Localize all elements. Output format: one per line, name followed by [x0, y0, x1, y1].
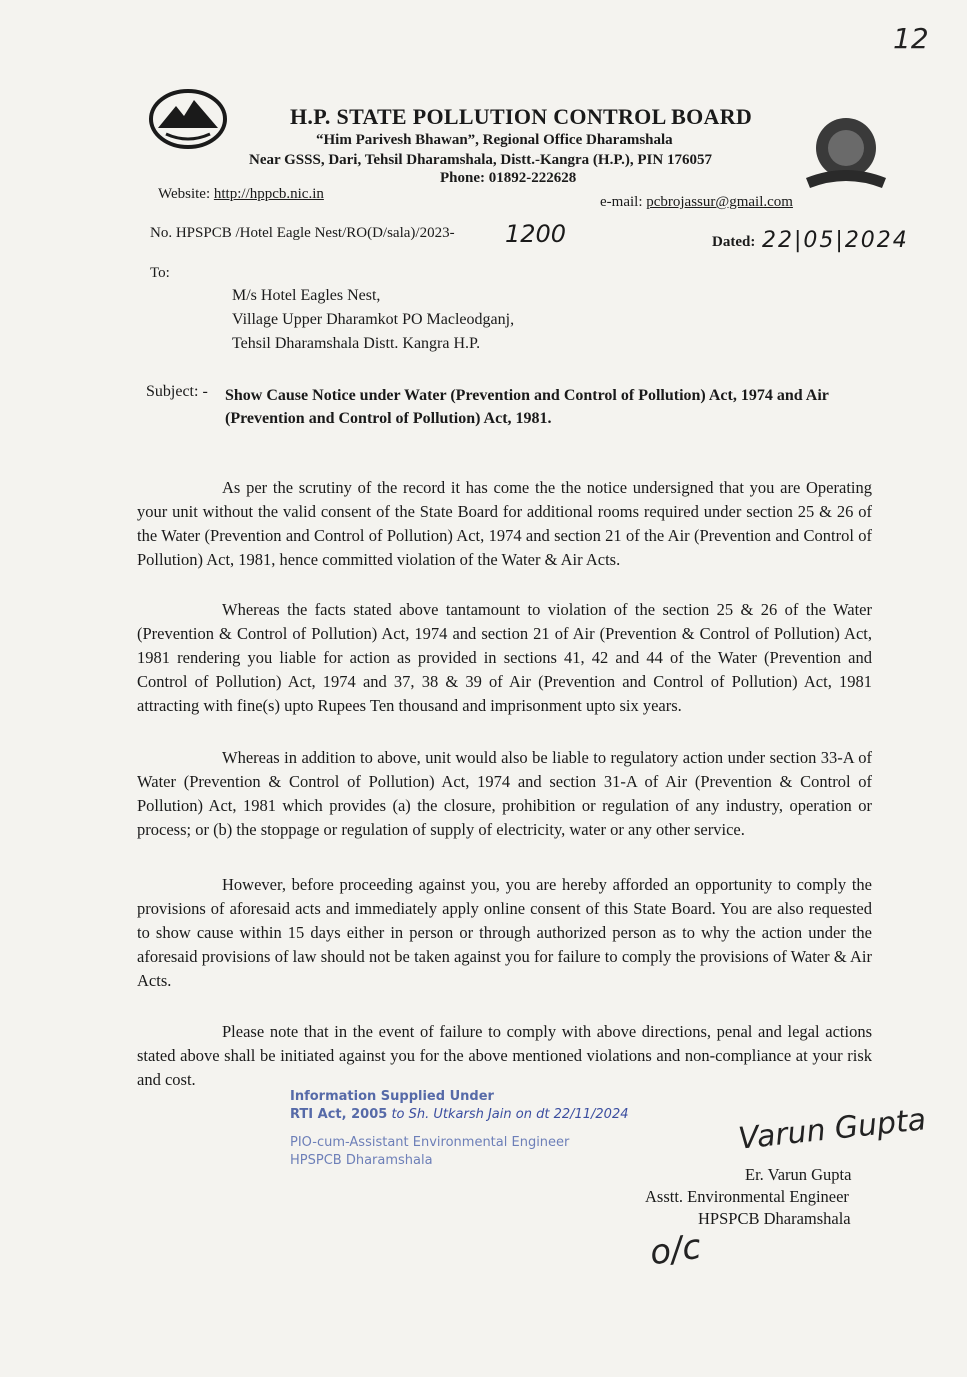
address-line-2: Near GSSS, Dari, Tehsil Dharamshala, Distt.-Kangra (H.P.), PIN 176057: [249, 152, 712, 168]
signatory-name: Er. Varun Gupta: [745, 1165, 852, 1184]
body-paragraph: Whereas the facts stated above tantamount to violation of the section 25 & 26 of the Water (Prevention & Control of Pollution) Act, 1974 and section 21 of Air (Prevention & Control of Pollution) Act, 1981 rendering you liable for action as provided in sections 41, 42 and 44 of the Water (Prevention and Control of Pollution) Act, 1974 and 37, 38 & 39 of Air (Prevention and Control of Pollution) Act, 1981 attracting with fine(s) upto Rupees Ten thousand and imprisonment upto six years.: [137, 600, 872, 715]
recipient-line: M/s Hotel Eagles Nest,: [232, 287, 381, 304]
email-link[interactable]: pcbrojassur@gmail.com: [646, 194, 793, 210]
website-link[interactable]: http://hppcb.nic.in: [213, 186, 324, 202]
stamp-line-4: HPSPCB Dharamshala: [290, 1153, 433, 1168]
body-paragraph: Please note that in the event of failure to comply with above directions, penal and legal actions stated above shall be initiated against you for the above mentioned violations and non-compliance at your risk and cost.: [137, 1022, 872, 1089]
handwritten-signature: Varun Gupta: [736, 1102, 928, 1157]
subject-text: Show Cause Notice under Water (Prevention and Control of Pollution) Act, 1974 and Air (Prevention and Control of Pollution) Act, 1981.: [225, 387, 829, 427]
page-number-mark: 12: [893, 22, 929, 55]
rti-stamp: [290, 1088, 629, 1170]
initial-mark: o/c: [647, 1226, 704, 1274]
reference-number: No. HPSPCB /Hotel Eagle Nest/RO(D/sala)/2023-: [150, 225, 455, 241]
recipient-line: Tehsil Dharamshala Distt. Kangra H.P.: [232, 335, 481, 352]
address-line-1: “Him Parivesh Bhawan”, Regional Office Dharamshala: [316, 132, 673, 148]
stamp-line-1: Information Supplied Under: [290, 1089, 494, 1104]
website: [158, 186, 324, 203]
website-label: Website:: [158, 186, 214, 202]
recipient-line: Village Upper Dharamkot PO Macleodganj,: [232, 311, 515, 328]
stamp-line-3: PIO-cum-Assistant Environmental Engineer: [290, 1135, 570, 1150]
org-name: H.P. STATE POLLUTION CONTROL BOARD: [290, 104, 753, 129]
stamp-line-2-handwritten: to Sh. Utkarsh Jain on dt 22/11/2024: [391, 1107, 629, 1122]
email-label: e-mail:: [600, 194, 647, 210]
stamp-line-2-prefix: RTI Act, 2005: [290, 1107, 388, 1122]
board-logo-icon: [148, 88, 228, 150]
body-paragraph: Whereas in addition to above, unit would also be liable to regulatory action under section 33-A of Water (Prevention & Control of Pollution) Act, 1974 and section 31-A of Air (Prevention & Control of Pollution) Act, 1981 which provides (a) the closure, prohibition or regulation of any industry, operation or process; or (b) the stoppage or regulation of supply of electricity, water or any other service.: [137, 748, 872, 839]
subject-label: Subject: -: [146, 383, 208, 400]
to-label: To:: [150, 265, 170, 281]
body-paragraph: However, before proceeding against you, you are hereby afforded an opportunity to comply the provisions of aforesaid acts and immediately apply online consent of this State Board. You are also requested to show cause within 15 days either in person or through authorized person as to why the action under the aforesaid provisions of law should not be taken against you for failure to comply the provisions of Water & Air Acts.: [137, 875, 872, 990]
date-handwritten: 22|05|2024: [762, 228, 909, 253]
signatory-designation: Asstt. Environmental Engineer: [645, 1187, 849, 1206]
reference-number-handwritten: 1200: [505, 220, 567, 248]
emblem-icon: [802, 112, 890, 192]
phone: Phone: 01892-222628: [440, 170, 577, 186]
body-paragraph: As per the scrutiny of the record it has come the the notice undersigned that you are Operating your unit without the valid consent of the State Board for additional rooms required under section 25 & 26 of the Water (Prevention and Control of Pollution) Act, 1974 and section 21 of the Air (Prevention and Control of Pollution) Act, 1981, hence committed violation of the Water & Air Acts.: [137, 478, 872, 569]
email: [600, 194, 793, 211]
dated-label: Dated:: [712, 234, 756, 250]
signatory-office: HPSPCB Dharamshala: [698, 1209, 851, 1228]
